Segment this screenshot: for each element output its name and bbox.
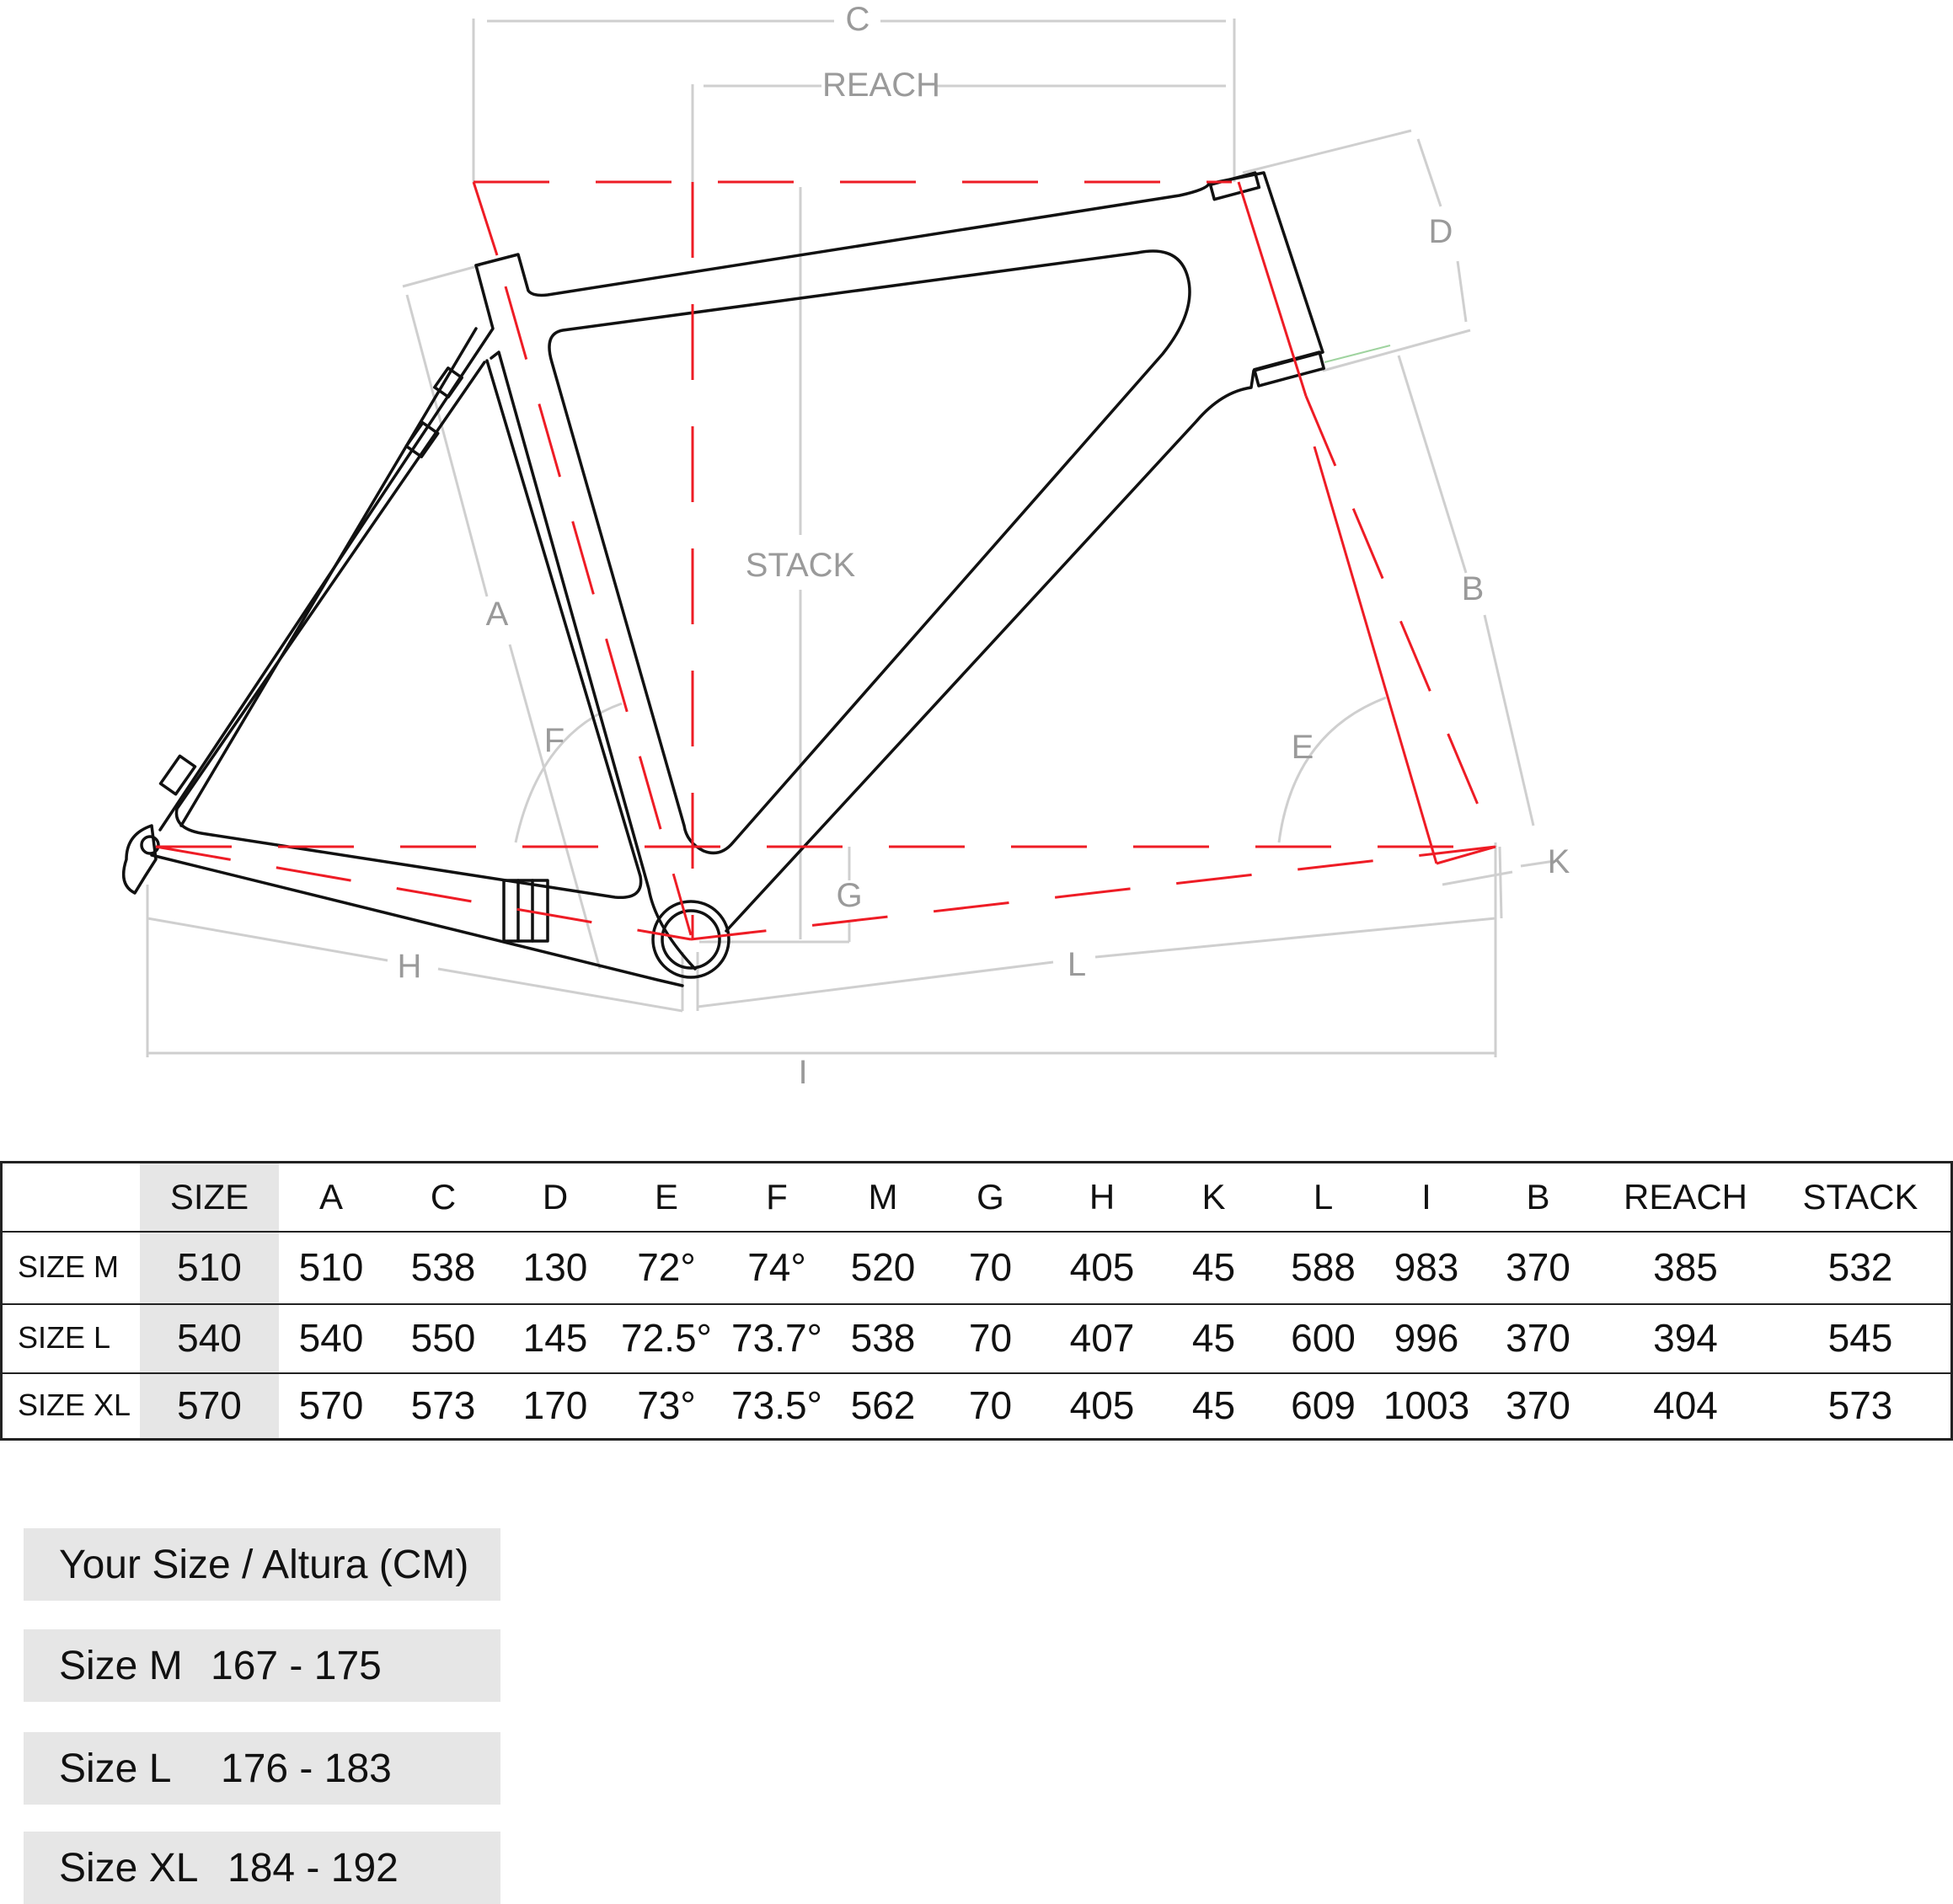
table-header-cell: B (1526, 1177, 1550, 1217)
table-cell: 170 (522, 1383, 588, 1427)
label-d: D (1428, 213, 1453, 250)
rider-size-range: 184 - 192 (227, 1845, 399, 1891)
table-cell: 370 (1506, 1316, 1570, 1360)
label-g: G (836, 877, 863, 914)
geometry-table (0, 1161, 1953, 1441)
table-header-cell: D (542, 1177, 569, 1217)
table-cell: 609 (1291, 1383, 1356, 1427)
table-cell: 532 (1827, 1245, 1893, 1289)
table-cell: 570 (177, 1383, 242, 1427)
label-k: K (1547, 843, 1570, 880)
label-reach: REACH (821, 67, 941, 104)
table-header-cell: I (1421, 1177, 1431, 1217)
table-cell: 405 (1069, 1383, 1135, 1427)
table-row (3, 1231, 1950, 1305)
table-cell: 74° (747, 1245, 806, 1289)
table-cell: 550 (410, 1316, 476, 1360)
table-cell: 545 (1827, 1316, 1893, 1360)
table-cell: 70 (968, 1245, 1013, 1289)
table-header-cell: F (766, 1177, 788, 1217)
label-stack: STACK (745, 547, 856, 584)
table-cell: 538 (410, 1245, 476, 1289)
rider-size-label: Size M (59, 1643, 183, 1688)
table-cell: 394 (1653, 1316, 1718, 1360)
table-header-cell: C (430, 1177, 457, 1217)
rider-size-item (24, 1732, 500, 1805)
table-header-cell: E (654, 1177, 678, 1217)
table-header-cell: K (1201, 1177, 1226, 1217)
table-cell: 73.7° (731, 1316, 822, 1360)
rider-size-title (24, 1528, 500, 1601)
table-row (3, 1303, 1950, 1374)
label-e: E (1291, 729, 1314, 766)
table-cell: 72° (637, 1245, 696, 1289)
table-cell: 45 (1191, 1383, 1236, 1427)
table-cell: 600 (1291, 1316, 1356, 1360)
label-l: L (1067, 946, 1087, 983)
table-cell: 72.5° (621, 1316, 712, 1360)
label-h: H (397, 948, 422, 985)
table-cell: 573 (410, 1383, 476, 1427)
table-cell: 73° (637, 1383, 696, 1427)
table-cell: 70 (968, 1316, 1013, 1360)
table-header-cell: REACH (1623, 1177, 1748, 1217)
rider-size-range: 167 - 175 (211, 1643, 382, 1688)
table-row-label: SIZE M (18, 1249, 120, 1284)
rider-size-label: Size L (59, 1746, 172, 1791)
table-cell: 1003 (1383, 1383, 1470, 1427)
table-cell: 73.5° (731, 1383, 822, 1427)
label-c: C (845, 1, 870, 38)
table-header-cell (3, 1163, 140, 1231)
table-cell: 45 (1191, 1245, 1236, 1289)
table-header-cell: H (1089, 1177, 1116, 1217)
table-header-row (3, 1163, 1950, 1233)
label-a: A (485, 596, 509, 633)
table-row-label: SIZE L (18, 1320, 111, 1355)
table-cell: 573 (1827, 1383, 1893, 1427)
table-cell: 370 (1506, 1245, 1570, 1289)
table-row (3, 1372, 1950, 1438)
table-cell: 385 (1653, 1245, 1718, 1289)
table-header-cell: M (868, 1177, 898, 1217)
table-cell: 588 (1291, 1245, 1356, 1289)
table-cell: 983 (1394, 1245, 1459, 1289)
table-cell: 996 (1394, 1316, 1459, 1360)
table-cell: 540 (177, 1316, 242, 1360)
rider-size-title-text: Your Size / Altura (CM) (59, 1542, 469, 1587)
rider-size-label: Size XL (59, 1845, 199, 1891)
table-cell: 510 (177, 1245, 242, 1289)
table-cell: 45 (1191, 1316, 1236, 1360)
table-cell: 370 (1506, 1383, 1570, 1427)
table-header-cell: STACK (1802, 1177, 1918, 1217)
table-row-label: SIZE XL (18, 1388, 131, 1422)
rider-size-item (24, 1832, 500, 1904)
table-cell: 570 (298, 1383, 364, 1427)
table-cell: 130 (522, 1245, 588, 1289)
table-header-cell: A (318, 1177, 343, 1217)
rider-size-range: 176 - 183 (221, 1746, 392, 1791)
table-header-cell: G (976, 1177, 1004, 1217)
table-cell: 510 (298, 1245, 364, 1289)
table-cell: 404 (1653, 1383, 1718, 1427)
table-cell: 407 (1069, 1316, 1135, 1360)
table-cell: 562 (850, 1383, 916, 1427)
table-cell: 70 (968, 1383, 1013, 1427)
table-cell: 538 (850, 1316, 916, 1360)
label-i: I (798, 1054, 808, 1091)
label-f: F (543, 722, 565, 759)
table-cell: 405 (1069, 1245, 1135, 1289)
rider-size-item (24, 1629, 500, 1702)
table-cell: 520 (850, 1245, 916, 1289)
table-cell: 540 (298, 1316, 364, 1360)
table-header-cell: L (1313, 1177, 1334, 1217)
table-header-cell: SIZE (169, 1177, 249, 1217)
label-b: B (1461, 570, 1485, 607)
table-cell: 145 (522, 1316, 588, 1360)
